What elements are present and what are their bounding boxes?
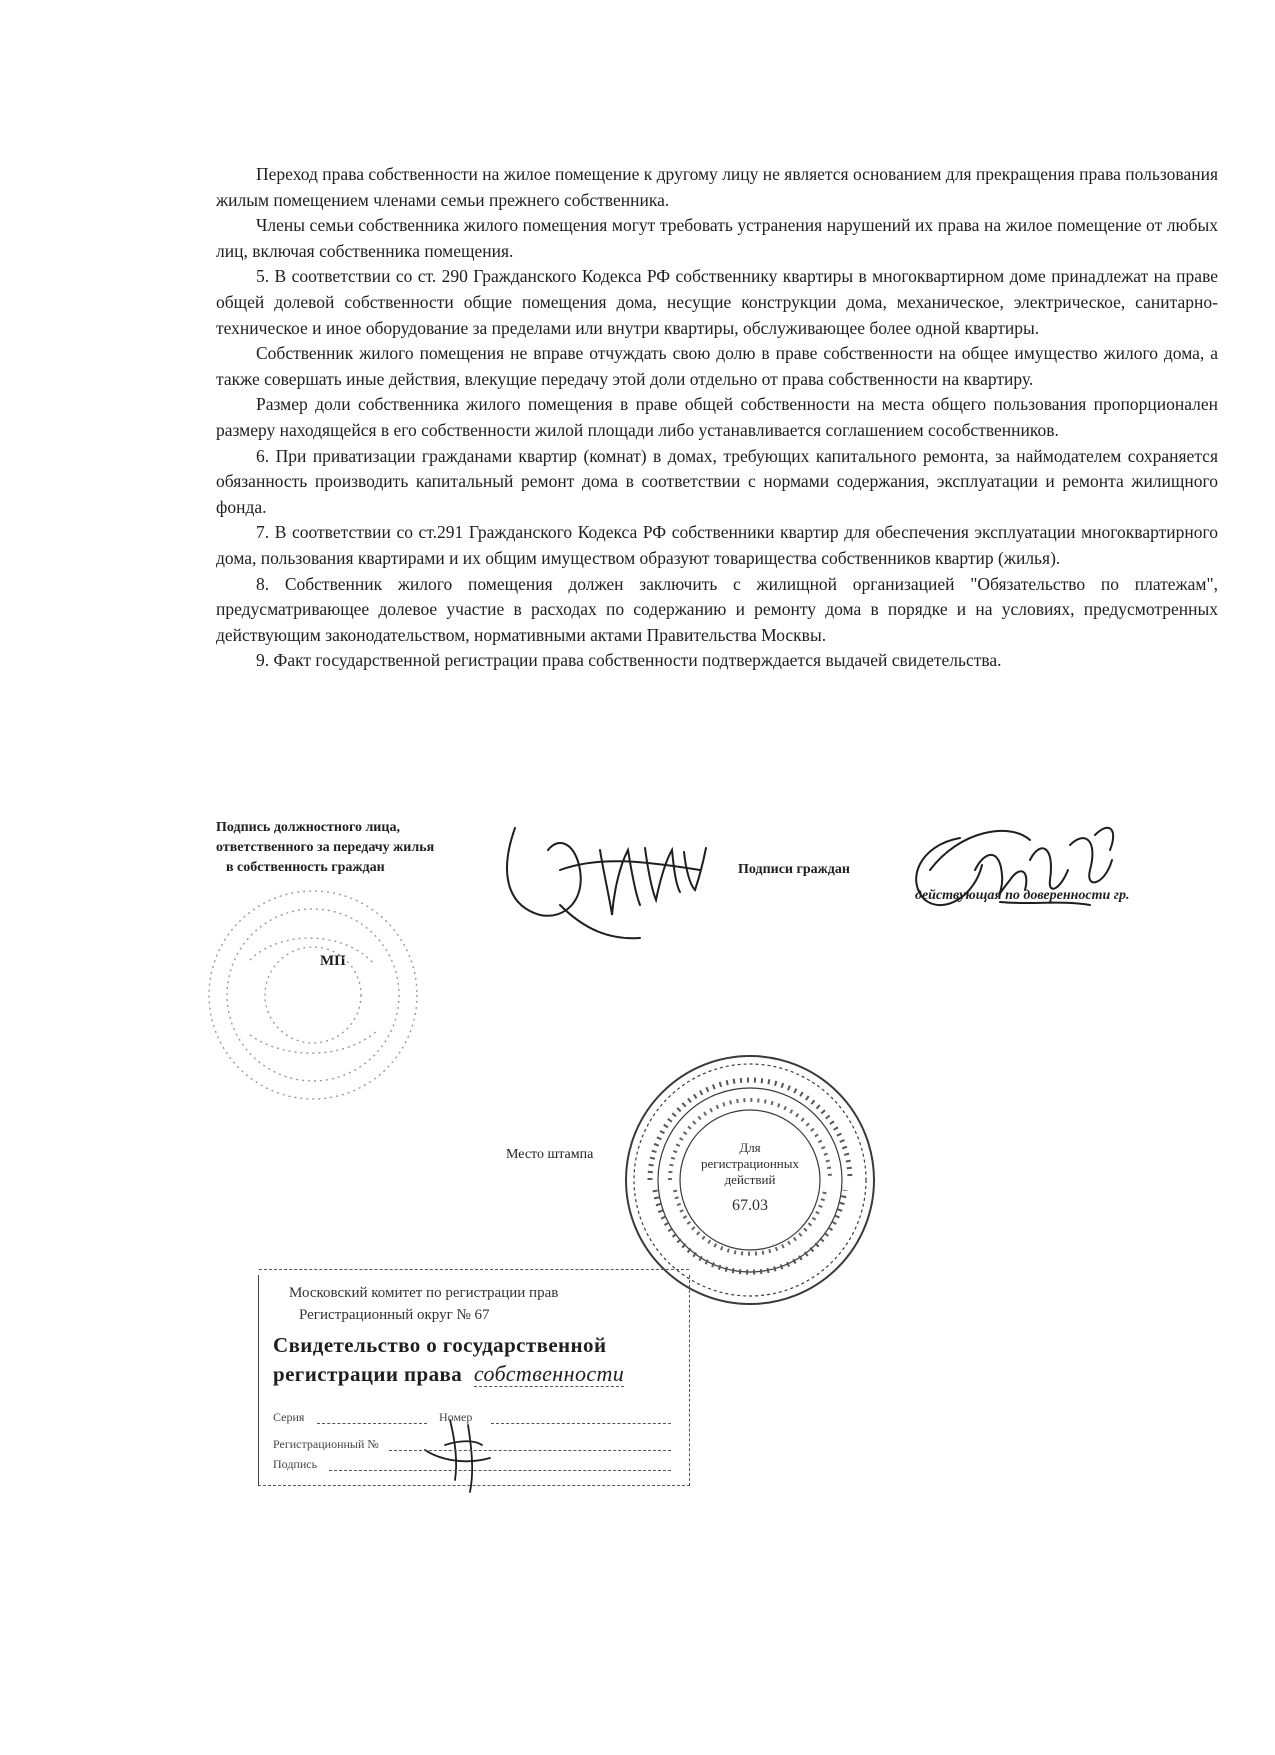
reg-field-series: Серия <box>273 1410 305 1424</box>
official-line-2: ответственного за передачу жилья <box>216 840 435 855</box>
paragraph: 5. В соответствии со ст. 290 Гражданского Кодекса РФ собственнику квартиры в многоквартирном доме принадлежат на праве общей долевой собственности общие помещения дома, несущие конструкции дома, механическое, электрическое, санитарно-техническое и иное оборудование за пределами или внутри квартиры, обслуживающее более одной квартиры. <box>216 266 1218 338</box>
paragraph: 7. В соответствии со ст.291 Гражданского Кодекса РФ собственники квартир для обеспечения эксплуатации многоквартирного дома, пользования квартирами и их общим имуществом образуют товарищества собственников квартир (жилья). <box>216 522 1218 568</box>
paragraph: 6. При приватизации гражданами квартир (комнат) в домах, требующих капитального ремонта, за наймодателем сохраняется обязанность производить капитальный ремонт дома в соответствии с нормами содержания, эксплуатации и ремонта жилищного фонда. <box>216 445 1218 517</box>
reg-district: Регистрационный округ № 67 <box>299 1307 490 1323</box>
paragraph: Размер доли собственника жилого помещения в праве общей собственности на места общего пользования пропорционален размеру находящейся в его собственности жилой площади либо устанавливается соглашением сособственников. <box>216 394 1218 440</box>
seal-center-line: Для <box>739 1140 761 1155</box>
official-signature <box>507 828 706 938</box>
citizen-signature <box>916 828 1113 905</box>
reg-field-reg-no: Регистрационный № <box>273 1437 379 1451</box>
reg-title-line-2 <box>273 1361 624 1387</box>
registration-stamp-box <box>258 1275 690 1486</box>
faded-seal <box>209 891 417 1099</box>
seal-center-line: 67.03 <box>732 1197 768 1214</box>
seal-center-line: регистрационных <box>700 1156 800 1171</box>
reg-field-signature: Подпись <box>273 1457 318 1471</box>
round-registration-seal <box>626 1056 874 1304</box>
handwritten-word: собственности <box>473 1361 625 1386</box>
proxy-note: действующая по доверенности гр. <box>915 888 1130 903</box>
reg-title-line-1: Свидетельство о государственной <box>273 1333 607 1357</box>
paragraph: Собственник жилого помещения не вправе отчуждать свою долю в праве собственности на общее имущество жилого дома, а также совершать иные действия, влекущие передачу этой доли отдельно от права собственности на квартиру. <box>216 343 1218 389</box>
reg-field-number: Номер <box>439 1410 473 1424</box>
paragraph: 8. Собственник жилого помещения должен заключить с жилищной организацией "Обязательство по платежам", предусматривающее долевое участие в расходах по содержанию и ремонту дома в порядке и на условиях, предусмотренных действующим законодательством, нормативными актами Правительства Москвы. <box>216 573 1218 645</box>
paragraph: 9. Факт государственной регистрации права собственности подтверждается выдачей свидетельства. <box>256 650 1002 671</box>
seal-center-line: действий <box>724 1172 776 1187</box>
seal-place-label: МП <box>320 953 346 969</box>
official-line-3: в собственность граждан <box>226 860 385 875</box>
paragraph: Переход права собственности на жилое помещение к другому лицу не является основанием для прекращения права пользования жилым помещением членами семьи прежнего собственника. <box>216 164 1218 210</box>
reg-title-text: регистрации права <box>273 1362 463 1386</box>
reg-committee: Московский комитет по регистрации прав <box>289 1285 559 1301</box>
stamp-place-label: Место штампа <box>506 1147 594 1162</box>
official-line-1: Подпись должностного лица, <box>216 820 400 835</box>
citizens-signature-label: Подписи граждан <box>738 862 850 877</box>
paragraph: Члены семьи собственника жилого помещения могут требовать устранения нарушений их права на жилое помещение от любых лиц, включая собственника помещения. <box>216 215 1218 261</box>
